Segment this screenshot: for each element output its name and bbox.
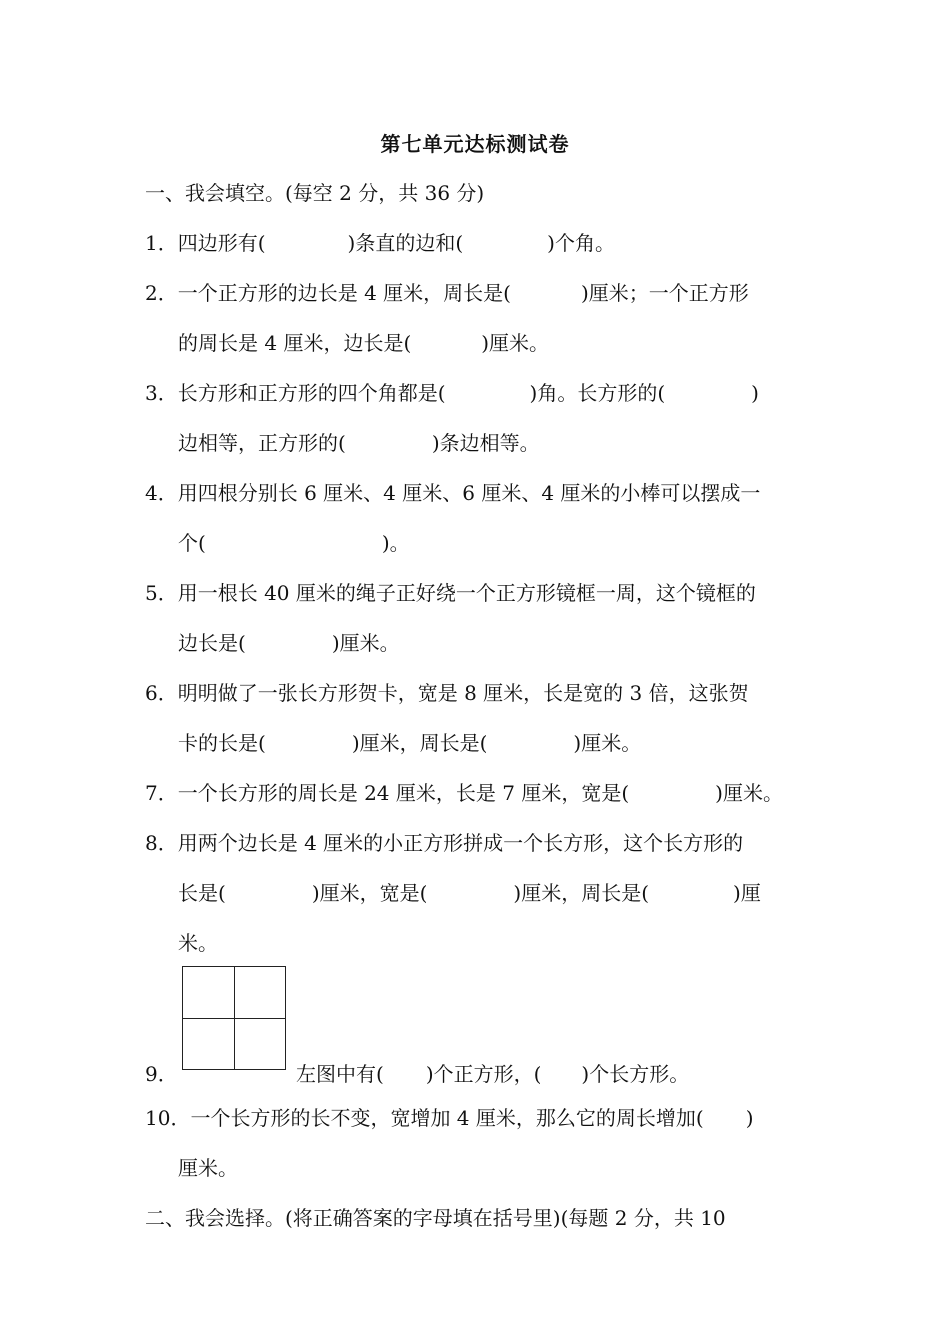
q3-text-d: 边相等，正方形的( [178,431,346,455]
q6-text-a: 卡的长是( [178,731,266,755]
question-10-line-2: 厘米。 [178,1156,238,1180]
q10-text-b: ) [745,1106,754,1130]
section2-heading: 二、我会选择。(将正确答案的字母填在括号里)(每题 2 分，共 10 [145,1206,726,1230]
question-8-line-1: 8．用两个边长是 4 厘米的小正方形拼成一个长方形，这个长方形的 [145,831,744,855]
section1-heading: 一、我会填空。(每空 2 分，共 36 分) [145,181,485,205]
q5-text-b: )厘米。 [331,631,400,655]
question-7 [145,777,783,806]
q9-text-b: )个正方形，( [425,1062,542,1086]
q2-text-b: )厘米；一个正方形 [580,281,749,305]
question-6-line-2 [178,727,641,756]
q2-text-a: 2．一个正方形的边长是 4 厘米，周长是( [145,281,511,305]
q1-text-c: )个角。 [547,231,615,255]
question-1 [145,227,615,256]
question-10-line-1 [145,1102,754,1131]
question-4-line-1: 4．用四根分别长 6 厘米、4 厘米、6 厘米、4 厘米的小棒可以摆成一 [145,481,761,505]
grid-horizontal-line [183,1018,285,1019]
q1-text-b: )条直的边和( [347,231,464,255]
q3-text-e: )条边相等。 [431,431,540,455]
q3-text-b: )角。长方形的( [529,381,666,405]
question-3-line-1 [145,377,759,406]
q2-text-d: )厘米。 [481,331,550,355]
question-2-line-1 [145,277,749,306]
question-9-number: 9． [145,1062,178,1086]
question-3-line-2 [178,427,540,456]
q7-text-a: 7．一个长方形的周长是 24 厘米，长是 7 厘米，宽是( [145,781,630,805]
q7-text-b: )厘米。 [715,781,783,805]
q1-text-a: 1．四边形有( [145,231,266,255]
question-8-line-2 [178,877,761,906]
question-4-line-2 [178,527,410,556]
q3-text-a: 3．长方形和正方形的四个角都是( [145,381,446,405]
question-5-line-1: 5．用一根长 40 厘米的绳子正好绕一个正方形镜框一周，这个镜框的 [145,581,756,605]
q10-text-a: 10．一个长方形的长不变，宽增加 4 厘米，那么它的周长增加( [145,1106,704,1130]
q8-text-d: )厘 [733,881,761,905]
question-8-line-3: 米。 [178,931,218,955]
q2-text-c: 的周长是 4 厘米，边长是( [178,331,412,355]
four-square-grid-figure [182,966,286,1070]
q5-text-a: 边长是( [178,631,246,655]
question-5-line-2 [178,627,400,656]
q6-text-b: )厘米，周长是( [351,731,488,755]
q6-text-c: )厘米。 [573,731,642,755]
q8-text-a: 长是( [178,881,226,905]
q8-text-c: )厘米，周长是( [513,881,650,905]
q9-text-a: 左图中有( [296,1062,384,1086]
page-title: 第七单元达标测试卷 [380,132,570,156]
q4-text-a: 个( [178,531,206,555]
q8-text-b: )厘米，宽是( [311,881,428,905]
question-9 [296,1058,689,1087]
question-6-line-1: 6．明明做了一张长方形贺卡，宽是 8 厘米，长是宽的 3 倍，这张贺 [145,681,749,705]
question-2-line-2 [178,327,549,356]
q3-text-c: ) [751,381,759,405]
q9-text-c: )个长方形。 [581,1062,690,1086]
q4-text-b: )。 [381,531,410,555]
